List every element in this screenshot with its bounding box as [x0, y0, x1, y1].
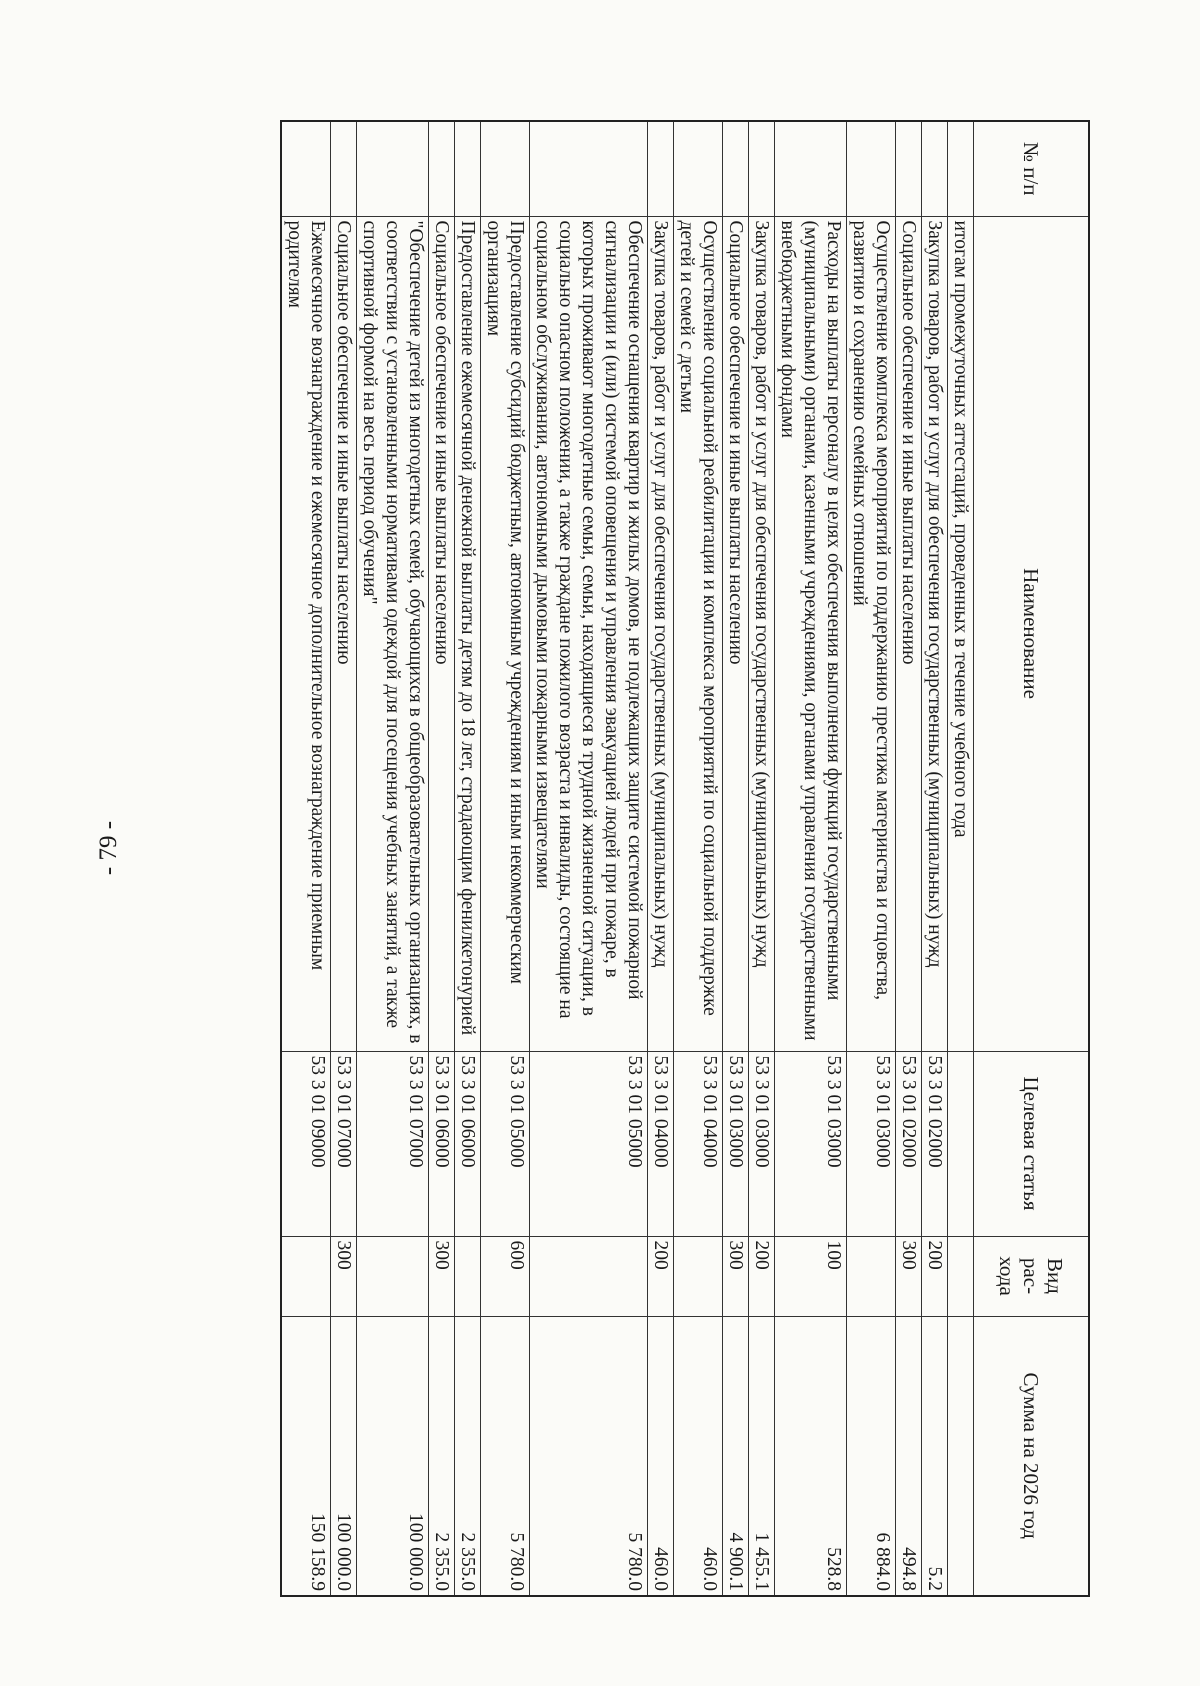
row-target-article: 53 3 01 07000	[331, 1051, 357, 1236]
header-type: Вид рас-хода	[974, 1236, 1089, 1316]
row-expense-type: 300	[896, 1236, 922, 1316]
row-amount: 460.0	[648, 1316, 674, 1596]
row-name: Закупка товаров, работ и услуг для обеспечения государственных (муниципальных) нужд	[749, 216, 775, 1051]
row-name: Предоставление субсидий бюджетным, автономным учреждениям и иным некоммерческим организациям	[481, 216, 530, 1051]
row-number	[481, 121, 530, 216]
row-amount: 460.0	[674, 1316, 723, 1596]
header-no: № п/п	[974, 121, 1089, 216]
row-amount: 528.8	[775, 1316, 847, 1596]
table-row	[282, 121, 332, 1596]
header-name: Наименование	[974, 216, 1089, 1051]
table-row	[775, 121, 847, 1596]
row-expense-type	[357, 1236, 429, 1316]
row-name: Социальное обеспечение и иные выплаты населению	[429, 216, 455, 1051]
row-target-article: 53 3 01 03000	[847, 1051, 896, 1236]
row-number	[455, 121, 481, 216]
row-name: Социальное обеспечение и иные выплаты населению	[723, 216, 749, 1051]
row-target-article: 53 3 01 06000	[455, 1051, 481, 1236]
row-name: Закупка товаров, работ и услуг для обеспечения государственных (муниципальных) нужд	[922, 216, 948, 1051]
table-row	[749, 121, 775, 1596]
row-amount	[948, 1316, 974, 1596]
row-amount: 100 000.0	[357, 1316, 429, 1596]
row-number	[674, 121, 723, 216]
row-expense-type	[674, 1236, 723, 1316]
row-name: Предоставление ежемесячной денежной выплаты детям до 18 лет, страдающим фенилкетонурией	[455, 216, 481, 1051]
row-name: Ежемесячное вознаграждение и ежемесячное дополнительное вознаграждение приемным родителям	[282, 216, 332, 1051]
row-number	[775, 121, 847, 216]
table-row	[429, 121, 455, 1596]
table-row	[455, 121, 481, 1596]
page-number: - 79 -	[95, 820, 122, 876]
row-expense-type: 200	[749, 1236, 775, 1316]
row-number	[847, 121, 896, 216]
row-name: Социальное обеспечение и иные выплаты населению	[896, 216, 922, 1051]
table-body	[282, 121, 975, 1596]
row-expense-type: 300	[429, 1236, 455, 1316]
row-expense-type: 200	[648, 1236, 674, 1316]
row-number	[723, 121, 749, 216]
row-expense-type	[948, 1236, 974, 1316]
table-row	[723, 121, 749, 1596]
row-amount: 4 900.1	[723, 1316, 749, 1596]
header-amount: Сумма на 2026 год	[974, 1316, 1089, 1596]
table-row	[530, 121, 648, 1596]
row-target-article: 53 3 01 05000	[530, 1051, 648, 1236]
table-header-row	[974, 121, 1089, 1596]
row-expense-type: 100	[775, 1236, 847, 1316]
row-expense-type: 300	[331, 1236, 357, 1316]
table-row	[357, 121, 429, 1596]
budget-table	[281, 120, 1091, 1597]
row-amount: 5 780.0	[481, 1316, 530, 1596]
row-expense-type	[530, 1236, 648, 1316]
row-number	[357, 121, 429, 216]
row-name: Социальное обеспечение и иные выплаты населению	[331, 216, 357, 1051]
row-target-article: 53 3 01 03000	[723, 1051, 749, 1236]
row-target-article: 53 3 01 05000	[481, 1051, 530, 1236]
row-name: Закупка товаров, работ и услуг для обеспечения государственных (муниципальных) нужд	[648, 216, 674, 1051]
row-name: Расходы на выплаты персоналу в целях обеспечения выполнения функций государственными (муниципальными) органами, казенными учреждениями, органами управления государственными внебюджетными фондами	[775, 216, 847, 1051]
row-name: "Обеспечение детей из многодетных семей, обучающихся в общеобразовательных организациях, в соответствии с установленными нормативами одеждой для посещения учебных занятий, а также спортивной формой на весь период обучения"	[357, 216, 429, 1051]
row-expense-type	[282, 1236, 332, 1316]
row-amount: 150 158.9	[282, 1316, 332, 1596]
row-expense-type	[847, 1236, 896, 1316]
row-expense-type: 600	[481, 1236, 530, 1316]
row-expense-type	[455, 1236, 481, 1316]
row-amount: 494.8	[896, 1316, 922, 1596]
table-row	[948, 121, 974, 1596]
row-name: Осуществление комплекса мероприятий по поддержанию престижа материнства и отцовства, развитию и сохранению семейных отношений	[847, 216, 896, 1051]
row-name: Осуществление социальной реабилитации и комплекса мероприятий по социальной поддержке детей и семей с детьми	[674, 216, 723, 1051]
budget-table-rotated	[135, 120, 1090, 1595]
row-name: Обеспечение оснащения квартир и жилых домов, не подлежащих защите системой пожарной сигнализации и (или) системой оповещения и управления эвакуацией людей при пожаре, в которых проживают многодетные семьи, семьи, находящиеся в трудной жизненной ситуации, в социально опасном положении, а также граждане пожилого возраста и инвалиды, состоящие на социальном обслуживании, автономными дымовыми пожарными извещателями	[530, 216, 648, 1051]
row-target-article: 53 3 01 03000	[749, 1051, 775, 1236]
table-row	[896, 121, 922, 1596]
row-number	[530, 121, 648, 216]
row-expense-type: 200	[922, 1236, 948, 1316]
row-target-article: 53 3 01 06000	[429, 1051, 455, 1236]
row-target-article: 53 3 01 03000	[775, 1051, 847, 1236]
row-target-article: 53 3 01 09000	[282, 1051, 332, 1236]
table-row	[674, 121, 723, 1596]
row-target-article: 53 3 01 07000	[357, 1051, 429, 1236]
row-number	[896, 121, 922, 216]
table-row	[922, 121, 948, 1596]
row-target-article: 53 3 01 04000	[648, 1051, 674, 1236]
row-amount: 5 780.0	[530, 1316, 648, 1596]
row-target-article: 53 3 01 04000	[674, 1051, 723, 1236]
table-row	[847, 121, 896, 1596]
row-number	[648, 121, 674, 216]
row-number	[749, 121, 775, 216]
row-target-article: 53 3 01 02000	[922, 1051, 948, 1236]
row-number	[922, 121, 948, 216]
row-amount: 1 455.1	[749, 1316, 775, 1596]
row-target-article: 53 3 01 02000	[896, 1051, 922, 1236]
row-amount: 2 355.0	[429, 1316, 455, 1596]
table-row	[648, 121, 674, 1596]
row-amount: 5.2	[922, 1316, 948, 1596]
row-amount: 6 884.0	[847, 1316, 896, 1596]
row-number	[331, 121, 357, 216]
row-amount: 2 355.0	[455, 1316, 481, 1596]
row-number	[429, 121, 455, 216]
row-amount: 100 000.0	[331, 1316, 357, 1596]
row-number	[282, 121, 332, 216]
row-number	[948, 121, 974, 216]
table-row	[331, 121, 357, 1596]
row-name: итогам промежуточных аттестаций, проведенных в течение учебного года	[948, 216, 974, 1051]
table-row	[481, 121, 530, 1596]
row-expense-type: 300	[723, 1236, 749, 1316]
header-target: Целевая статья	[974, 1051, 1089, 1236]
row-target-article	[948, 1051, 974, 1236]
